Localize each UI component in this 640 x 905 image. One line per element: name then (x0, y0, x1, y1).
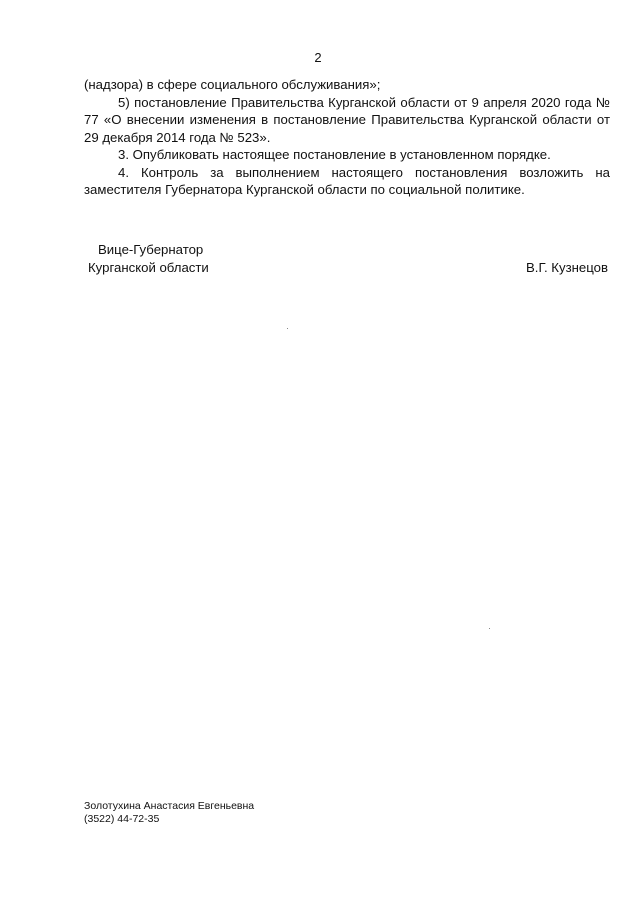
scan-speck (489, 628, 490, 629)
paragraph-continuation: (надзора) в сфере социального обслуживания»; (84, 77, 381, 92)
signatory-title-line2: Курганской области (88, 259, 209, 275)
signatory-title (88, 241, 209, 276)
paragraph-item-3: 3. Опубликовать настоящее постановление в установленном порядке. (118, 147, 551, 162)
paragraph-item-5: 5) постановление Правительства Курганской области от 9 апреля 2020 года № 77 «О внесении изменения в постановление Правительства Курганской области от 29 декабря 2014 года № 523». (84, 94, 610, 145)
paragraph-item-4: 4. Контроль за выполнением настоящего постановления возложить на заместителя Губернатора Курганской области по социальной политике. (84, 164, 610, 197)
executor-phone: (3522) 44-72-35 (84, 813, 160, 825)
scan-speck (287, 328, 288, 329)
executor-block (84, 800, 254, 826)
page-number: 2 (314, 50, 322, 65)
document-body (84, 76, 610, 199)
executor-name: Золотухина Анастасия Евгеньевна (84, 800, 255, 812)
signatory-name: В.Г. Кузнецов (525, 260, 608, 275)
signatory-title-line1: Вице-Губернатор (98, 242, 204, 257)
